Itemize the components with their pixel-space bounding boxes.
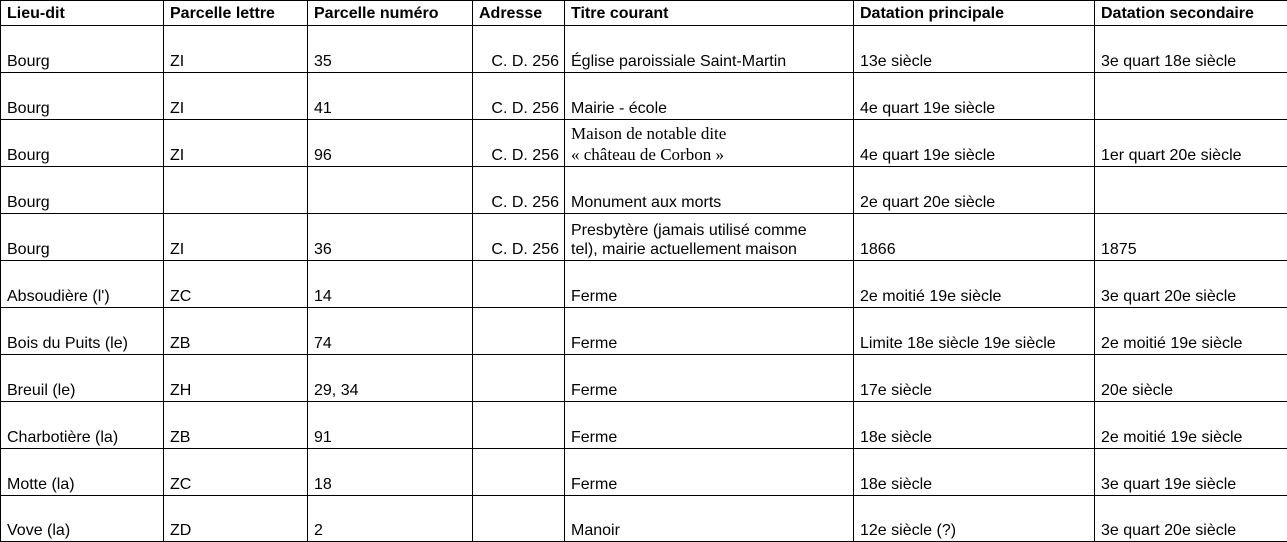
- cell-lieu-dit: Vove (la): [1, 496, 164, 542]
- cell-titre-courant: [565, 214, 854, 261]
- cell-titre-courant: [565, 261, 854, 308]
- cell-parcelle-lettre: ZC: [164, 449, 308, 496]
- cell-datation-principale: 18e siècle: [854, 402, 1095, 449]
- cell-lieu-dit: Motte (la): [1, 449, 164, 496]
- header-datation-principale: Datation principale: [854, 1, 1095, 26]
- titre-line: Manoir: [571, 521, 847, 540]
- cell-parcelle-lettre: ZI: [164, 26, 308, 73]
- cell-parcelle-numero: [308, 167, 473, 214]
- cell-datation-secondaire: 1er quart 20e siècle: [1095, 120, 1287, 167]
- cell-lieu-dit: Bois du Puits (le): [1, 308, 164, 355]
- cell-titre-courant: [565, 402, 854, 449]
- cell-datation-secondaire: 3e quart 20e siècle: [1095, 496, 1287, 542]
- cell-titre-courant: [565, 496, 854, 542]
- cell-datation-secondaire: 1875: [1095, 214, 1287, 261]
- cell-lieu-dit: Breuil (le): [1, 355, 164, 402]
- cell-datation-secondaire: 20e siècle: [1095, 355, 1287, 402]
- cell-datation-secondaire: 3e quart 20e siècle: [1095, 261, 1287, 308]
- cell-parcelle-lettre: ZI: [164, 120, 308, 167]
- cell-titre-courant: [565, 308, 854, 355]
- cell-adresse: [473, 496, 565, 542]
- titre-line: Maison de notable dite: [571, 123, 847, 144]
- titre-line: Église paroissiale Saint-Martin: [571, 52, 847, 71]
- cell-datation-secondaire: 2e moitié 19e siècle: [1095, 402, 1287, 449]
- cell-datation-secondaire: 3e quart 19e siècle: [1095, 449, 1287, 496]
- titre-line: tel), mairie actuellement maison: [571, 240, 847, 259]
- header-parcelle-numero: Parcelle numéro: [308, 1, 473, 26]
- cell-adresse: C. D. 256: [473, 120, 565, 167]
- table-row: [1, 167, 1287, 214]
- header-datation-secondaire: Datation secondaire: [1095, 1, 1287, 26]
- table-row: [1, 26, 1287, 73]
- cell-lieu-dit: Charbotière (la): [1, 402, 164, 449]
- cell-lieu-dit: Absoudière (l'): [1, 261, 164, 308]
- cell-adresse: C. D. 256: [473, 73, 565, 120]
- table-row: [1, 402, 1287, 449]
- cell-titre-courant: [565, 355, 854, 402]
- cell-lieu-dit: Bourg: [1, 120, 164, 167]
- titre-line: « château de Corbon »: [571, 144, 847, 165]
- table-row: [1, 120, 1287, 167]
- cell-parcelle-numero: 35: [308, 26, 473, 73]
- cell-parcelle-lettre: ZB: [164, 308, 308, 355]
- cell-datation-principale: 18e siècle: [854, 449, 1095, 496]
- titre-line: Presbytère (jamais utilisé comme: [571, 221, 847, 240]
- table-row: [1, 496, 1287, 542]
- cell-parcelle-lettre: ZI: [164, 214, 308, 261]
- cell-datation-principale: 13e siècle: [854, 26, 1095, 73]
- cell-lieu-dit: Bourg: [1, 214, 164, 261]
- header-titre-courant: Titre courant: [565, 1, 854, 26]
- table-row: [1, 355, 1287, 402]
- cell-titre-courant: [565, 73, 854, 120]
- cell-parcelle-numero: 74: [308, 308, 473, 355]
- cell-adresse: C. D. 256: [473, 214, 565, 261]
- cell-titre-courant: [565, 449, 854, 496]
- cell-adresse: [473, 402, 565, 449]
- table-row: [1, 449, 1287, 496]
- cell-parcelle-numero: 36: [308, 214, 473, 261]
- table-row: [1, 261, 1287, 308]
- cell-datation-principale: Limite 18e siècle 19e siècle: [854, 308, 1095, 355]
- cell-titre-courant: [565, 167, 854, 214]
- titre-line: Mairie - école: [571, 99, 847, 118]
- cell-titre-courant: [565, 26, 854, 73]
- cell-datation-principale: 1866: [854, 214, 1095, 261]
- table-row: [1, 73, 1287, 120]
- cell-parcelle-numero: 18: [308, 449, 473, 496]
- cell-parcelle-numero: 91: [308, 402, 473, 449]
- cell-adresse: [473, 261, 565, 308]
- table-row: [1, 214, 1287, 261]
- cell-parcelle-lettre: ZB: [164, 402, 308, 449]
- cell-adresse: C. D. 256: [473, 26, 565, 73]
- cell-parcelle-numero: 2: [308, 496, 473, 542]
- cell-lieu-dit: Bourg: [1, 167, 164, 214]
- cell-datation-secondaire: 2e moitié 19e siècle: [1095, 308, 1287, 355]
- cell-datation-principale: 2e quart 20e siècle: [854, 167, 1095, 214]
- cell-parcelle-lettre: [164, 167, 308, 214]
- cell-adresse: C. D. 256: [473, 167, 565, 214]
- cell-datation-secondaire: [1095, 167, 1287, 214]
- cell-parcelle-lettre: ZC: [164, 261, 308, 308]
- cell-parcelle-lettre: ZD: [164, 496, 308, 542]
- cell-parcelle-numero: 14: [308, 261, 473, 308]
- cell-parcelle-numero: 29, 34: [308, 355, 473, 402]
- titre-line: Ferme: [571, 287, 847, 306]
- header-adresse: Adresse: [473, 1, 565, 26]
- cell-parcelle-numero: 96: [308, 120, 473, 167]
- header-parcelle-lettre: Parcelle lettre: [164, 1, 308, 26]
- cell-adresse: [473, 449, 565, 496]
- cell-datation-principale: 4e quart 19e siècle: [854, 120, 1095, 167]
- header-row: [1, 1, 1287, 26]
- header-lieu-dit: Lieu-dit: [1, 1, 164, 26]
- cell-parcelle-lettre: ZH: [164, 355, 308, 402]
- cell-datation-secondaire: 3e quart 18e siècle: [1095, 26, 1287, 73]
- cell-datation-secondaire: [1095, 73, 1287, 120]
- titre-line: Ferme: [571, 381, 847, 400]
- cell-parcelle-lettre: ZI: [164, 73, 308, 120]
- cell-datation-principale: 4e quart 19e siècle: [854, 73, 1095, 120]
- titre-line: Ferme: [571, 475, 847, 494]
- cell-lieu-dit: Bourg: [1, 73, 164, 120]
- cell-parcelle-numero: 41: [308, 73, 473, 120]
- cell-adresse: [473, 355, 565, 402]
- cell-adresse: [473, 308, 565, 355]
- cell-datation-principale: 17e siècle: [854, 355, 1095, 402]
- cell-titre-courant: [565, 120, 854, 167]
- table-row: [1, 308, 1287, 355]
- cell-lieu-dit: Bourg: [1, 26, 164, 73]
- cell-datation-principale: 12e siècle (?): [854, 496, 1095, 542]
- titre-line: Ferme: [571, 428, 847, 447]
- cell-datation-principale: 2e moitié 19e siècle: [854, 261, 1095, 308]
- titre-line: Monument aux morts: [571, 193, 847, 212]
- titre-line: Ferme: [571, 334, 847, 353]
